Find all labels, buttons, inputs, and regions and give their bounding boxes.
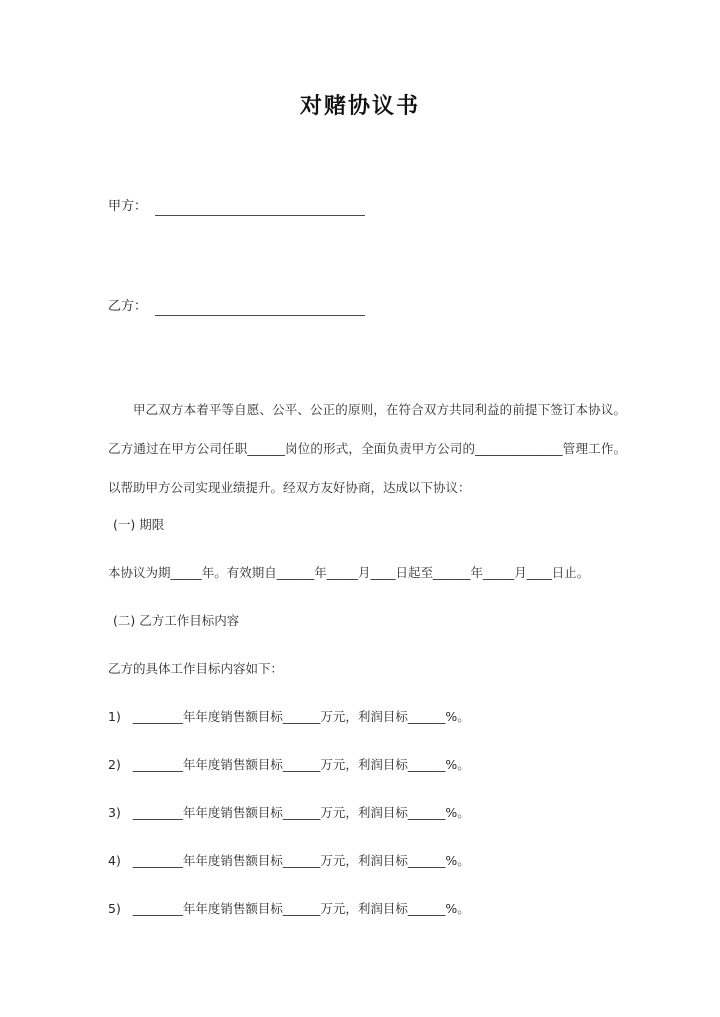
- target-item-number: 3): [108, 805, 121, 820]
- target-item-text: ________年年度销售额目标______万元，利润目标______%。: [132, 757, 470, 772]
- term-line: 本协议为期_____年。有效期自______年_____月____日起至______年_____月____日止。: [108, 565, 590, 580]
- intro-paragraph: 甲乙双方本着平等自愿、公平、公正的原则，在符合双方共同利益的前提下签订本协议。乙方通过在甲方公司任职______岗位的形式，全面负责甲方公司的______________管理工作。以帮助甲方公司实现业绩提升。经双方友好协商，达成以下协议：: [108, 402, 626, 495]
- party-a-blank-line: [155, 199, 365, 216]
- target-item-number: 5): [108, 901, 121, 916]
- party-b-row: [108, 298, 626, 318]
- party-b-label: 乙方：: [108, 299, 148, 314]
- target-item-text: ________年年度销售额目标______万元，利润目标______%。: [132, 853, 470, 868]
- target-item-5: [108, 885, 626, 933]
- target-item-number: 1): [108, 709, 121, 724]
- document-title: 对赌协议书: [299, 94, 420, 119]
- target-item-2: [108, 741, 626, 789]
- party-a-label: 甲方：: [108, 199, 148, 214]
- target-item-4: [108, 837, 626, 885]
- party-a-row: [108, 198, 626, 218]
- target-item-number: 2): [108, 757, 121, 772]
- target-item-number: 4): [108, 853, 121, 868]
- party-b-blank-line: [155, 299, 365, 316]
- target-item-3: [108, 789, 626, 837]
- document-body: [0, 198, 720, 933]
- section-two-heading: (二) 乙方工作目标内容: [113, 613, 240, 628]
- target-item-1: [108, 693, 626, 741]
- section-one-heading: (一) 期限: [113, 517, 165, 532]
- target-item-text: ________年年度销售额目标______万元，利润目标______%。: [132, 901, 470, 916]
- target-item-text: ________年年度销售额目标______万元，利润目标______%。: [132, 709, 470, 724]
- target-item-text: ________年年度销售额目标______万元，利润目标______%。: [132, 805, 470, 820]
- targets-intro-line: 乙方的具体工作目标内容如下：: [108, 661, 284, 676]
